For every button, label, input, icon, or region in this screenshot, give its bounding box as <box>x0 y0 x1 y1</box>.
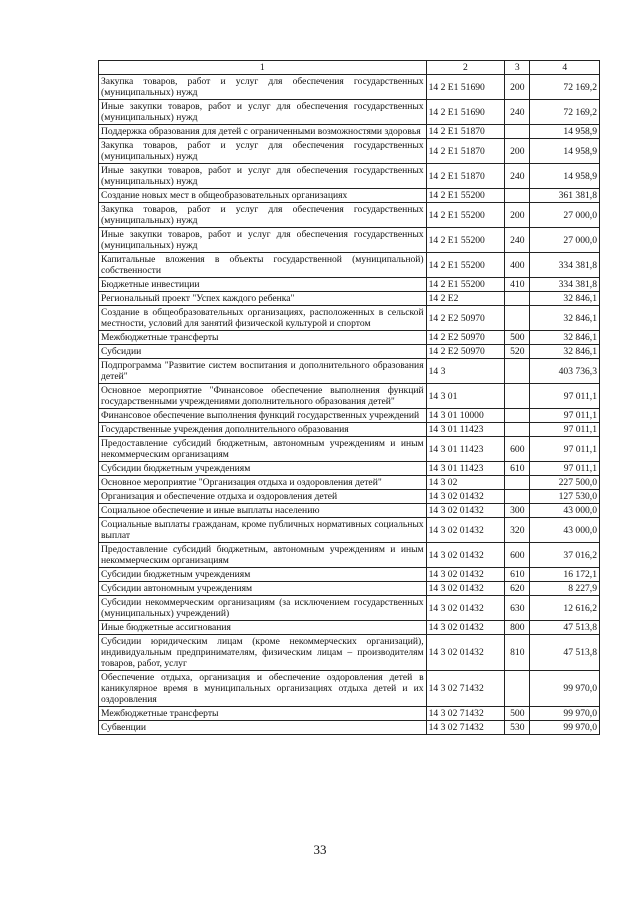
row-name: Межбюджетные трансферты <box>99 331 427 345</box>
row-amount: 72 169,2 <box>530 100 600 125</box>
row-type: 500 <box>505 331 530 345</box>
row-amount: 32 846,1 <box>530 331 600 345</box>
table-row <box>99 490 600 504</box>
row-name: Иные закупки товаров, работ и услуг для обеспечения государственных (муниципальных) нужд <box>99 164 427 189</box>
row-code: 14 3 01 10000 <box>426 409 505 423</box>
row-name: Социальные выплаты гражданам, кроме публичных нормативных социальных выплат <box>99 518 427 543</box>
row-type: 600 <box>505 543 530 568</box>
row-type: 240 <box>505 164 530 189</box>
row-code: 14 2 E1 51870 <box>426 164 505 189</box>
row-name: Основное мероприятие "Финансовое обеспечение выполнения функций государственными учреждениями дополнительного образования детей" <box>99 384 427 409</box>
row-type: 630 <box>505 596 530 621</box>
row-type <box>505 476 530 490</box>
row-amount: 72 169,2 <box>530 75 600 100</box>
table-row <box>99 100 600 125</box>
table-row <box>99 278 600 292</box>
row-amount: 97 011,1 <box>530 423 600 437</box>
row-code: 14 2 E2 50970 <box>426 345 505 359</box>
row-amount: 43 000,0 <box>530 504 600 518</box>
row-code: 14 3 02 01432 <box>426 490 505 504</box>
row-name: Иные закупки товаров, работ и услуг для обеспечения государственных (муниципальных) нужд <box>99 100 427 125</box>
header-col-4: 4 <box>530 61 600 75</box>
row-type: 240 <box>505 228 530 253</box>
row-name: Финансовое обеспечение выполнения функций государственных учреждений <box>99 409 427 423</box>
row-code: 14 3 02 <box>426 476 505 490</box>
row-code: 14 2 E2 50970 <box>426 331 505 345</box>
row-code: 14 2 E1 51870 <box>426 139 505 164</box>
row-code: 14 2 E1 55200 <box>426 253 505 278</box>
table-row <box>99 228 600 253</box>
row-name: Основное мероприятие "Организация отдыха и оздоровления детей" <box>99 476 427 490</box>
row-amount: 97 011,1 <box>530 409 600 423</box>
row-amount: 361 381,8 <box>530 189 600 203</box>
row-name: Субсидии юридическим лицам (кроме некоммерческих организаций), индивидуальным предпринимателям, физическим лицам – производителям товаров, работ, услуг <box>99 635 427 671</box>
row-name: Межбюджетные трансферты <box>99 707 427 721</box>
row-amount: 334 381,8 <box>530 253 600 278</box>
table-row <box>99 423 600 437</box>
row-code: 14 3 02 01432 <box>426 518 505 543</box>
table-row <box>99 203 600 228</box>
row-name: Закупка товаров, работ и услуг для обеспечения государственных (муниципальных) нужд <box>99 75 427 100</box>
row-code: 14 2 E1 51690 <box>426 75 505 100</box>
table-row <box>99 359 600 384</box>
row-type <box>505 359 530 384</box>
row-code: 14 2 E1 55200 <box>426 228 505 253</box>
row-amount: 43 000,0 <box>530 518 600 543</box>
row-name: Создание в общеобразовательных организациях, расположенных в сельской местности, условий для занятий физической культурой и спортом <box>99 306 427 331</box>
row-type: 530 <box>505 721 530 735</box>
row-type: 610 <box>505 568 530 582</box>
table-row <box>99 635 600 671</box>
row-type: 600 <box>505 437 530 462</box>
row-name: Региональный проект "Успех каждого ребенка" <box>99 292 427 306</box>
row-name: Подпрограмма "Развитие систем воспитания и дополнительного образования детей" <box>99 359 427 384</box>
row-amount: 32 846,1 <box>530 345 600 359</box>
row-code: 14 2 E1 55200 <box>426 278 505 292</box>
row-name: Иные закупки товаров, работ и услуг для обеспечения государственных (муниципальных) нужд <box>99 228 427 253</box>
row-type <box>505 306 530 331</box>
table-row <box>99 621 600 635</box>
table-row <box>99 164 600 189</box>
table-row <box>99 253 600 278</box>
row-name: Организация и обеспечение отдыха и оздоровления детей <box>99 490 427 504</box>
row-code: 14 2 E2 <box>426 292 505 306</box>
row-code: 14 3 02 01432 <box>426 621 505 635</box>
row-code: 14 2 E1 55200 <box>426 203 505 228</box>
row-amount: 227 500,0 <box>530 476 600 490</box>
row-type: 800 <box>505 621 530 635</box>
row-type <box>505 423 530 437</box>
row-code: 14 2 E2 50970 <box>426 306 505 331</box>
row-type: 200 <box>505 203 530 228</box>
row-name: Закупка товаров, работ и услуг для обеспечения государственных (муниципальных) нужд <box>99 203 427 228</box>
row-code: 14 3 02 01432 <box>426 635 505 671</box>
row-name: Субвенции <box>99 721 427 735</box>
row-name: Субсидии некоммерческим организациям (за исключением государственных (муниципальных) учреждений) <box>99 596 427 621</box>
table-row <box>99 671 600 707</box>
table-row <box>99 437 600 462</box>
row-type: 300 <box>505 504 530 518</box>
row-name: Предоставление субсидий бюджетным, автономным учреждениям и иным некоммерческим организациям <box>99 543 427 568</box>
row-amount: 99 970,0 <box>530 721 600 735</box>
row-code: 14 3 01 11423 <box>426 437 505 462</box>
row-code: 14 2 E1 51870 <box>426 125 505 139</box>
row-name: Иные бюджетные ассигнования <box>99 621 427 635</box>
row-amount: 32 846,1 <box>530 292 600 306</box>
row-amount: 99 970,0 <box>530 671 600 707</box>
table-row <box>99 596 600 621</box>
row-code: 14 3 01 <box>426 384 505 409</box>
row-type: 320 <box>505 518 530 543</box>
row-code: 14 3 02 71432 <box>426 721 505 735</box>
row-amount: 27 000,0 <box>530 203 600 228</box>
table-row <box>99 75 600 100</box>
row-code: 14 3 01 11423 <box>426 423 505 437</box>
row-code: 14 3 02 71432 <box>426 707 505 721</box>
row-amount: 403 736,3 <box>530 359 600 384</box>
row-type: 810 <box>505 635 530 671</box>
page-number: 33 <box>313 842 327 857</box>
table-row <box>99 384 600 409</box>
row-code: 14 2 E1 51690 <box>426 100 505 125</box>
row-type: 620 <box>505 582 530 596</box>
row-type <box>505 490 530 504</box>
row-type <box>505 671 530 707</box>
row-name: Субсидии <box>99 345 427 359</box>
row-type <box>505 292 530 306</box>
row-type: 500 <box>505 707 530 721</box>
table-row <box>99 721 600 735</box>
row-amount: 97 011,1 <box>530 437 600 462</box>
row-name: Поддержка образования для детей с ограниченными возможностями здоровья <box>99 125 427 139</box>
table-row <box>99 409 600 423</box>
row-amount: 47 513,8 <box>530 621 600 635</box>
row-amount: 334 381,8 <box>530 278 600 292</box>
table-row <box>99 568 600 582</box>
row-code: 14 3 02 01432 <box>426 596 505 621</box>
row-amount: 14 958,9 <box>530 164 600 189</box>
table-row <box>99 306 600 331</box>
row-amount: 12 616,2 <box>530 596 600 621</box>
table-row <box>99 543 600 568</box>
row-code: 14 3 <box>426 359 505 384</box>
table-row <box>99 582 600 596</box>
table-row <box>99 462 600 476</box>
row-name: Закупка товаров, работ и услуг для обеспечения государственных (муниципальных) нужд <box>99 139 427 164</box>
row-type <box>505 409 530 423</box>
row-code: 14 3 02 01432 <box>426 568 505 582</box>
row-amount: 99 970,0 <box>530 707 600 721</box>
header-col-2: 2 <box>426 61 505 75</box>
row-amount: 47 513,8 <box>530 635 600 671</box>
row-type: 240 <box>505 100 530 125</box>
row-amount: 37 016,2 <box>530 543 600 568</box>
row-type <box>505 125 530 139</box>
row-name: Государственные учреждения дополнительного образования <box>99 423 427 437</box>
table-row <box>99 504 600 518</box>
row-type: 200 <box>505 139 530 164</box>
table-row <box>99 707 600 721</box>
table-row <box>99 125 600 139</box>
table-row <box>99 345 600 359</box>
row-name: Субсидии бюджетным учреждениям <box>99 568 427 582</box>
row-code: 14 3 02 01432 <box>426 543 505 568</box>
row-type: 200 <box>505 75 530 100</box>
row-code: 14 3 02 01432 <box>426 582 505 596</box>
row-name: Обеспечение отдыха, организация и обеспечение оздоровления детей в каникулярное время в муниципальных организациях отдыха детей и их оздоровления <box>99 671 427 707</box>
row-name: Бюджетные инвестиции <box>99 278 427 292</box>
row-name: Субсидии автономным учреждениям <box>99 582 427 596</box>
row-type <box>505 384 530 409</box>
budget-table <box>98 60 600 735</box>
row-name: Социальное обеспечение и иные выплаты населению <box>99 504 427 518</box>
row-amount: 127 530,0 <box>530 490 600 504</box>
header-row <box>99 61 600 75</box>
row-type: 610 <box>505 462 530 476</box>
row-amount: 8 227,9 <box>530 582 600 596</box>
row-type: 520 <box>505 345 530 359</box>
table-row <box>99 139 600 164</box>
table-row <box>99 189 600 203</box>
row-code: 14 3 02 01432 <box>426 504 505 518</box>
row-code: 14 2 E1 55200 <box>426 189 505 203</box>
header-col-1: 1 <box>99 61 427 75</box>
table-row <box>99 292 600 306</box>
row-name: Создание новых мест в общеобразовательных организациях <box>99 189 427 203</box>
row-type: 410 <box>505 278 530 292</box>
row-code: 14 3 02 71432 <box>426 671 505 707</box>
row-name: Капитальные вложения в объекты государственной (муниципальной) собственности <box>99 253 427 278</box>
row-type <box>505 189 530 203</box>
row-amount: 16 172,1 <box>530 568 600 582</box>
row-code: 14 3 01 11423 <box>426 462 505 476</box>
table-row <box>99 518 600 543</box>
row-amount: 14 958,9 <box>530 139 600 164</box>
row-amount: 32 846,1 <box>530 306 600 331</box>
row-amount: 97 011,1 <box>530 384 600 409</box>
row-name: Субсидии бюджетным учреждениям <box>99 462 427 476</box>
table-row <box>99 331 600 345</box>
row-amount: 14 958,9 <box>530 125 600 139</box>
table-row <box>99 476 600 490</box>
row-type: 400 <box>505 253 530 278</box>
row-name: Предоставление субсидий бюджетным, автономным учреждениям и иным некоммерческим организациям <box>99 437 427 462</box>
row-amount: 27 000,0 <box>530 228 600 253</box>
row-amount: 97 011,1 <box>530 462 600 476</box>
header-col-3: 3 <box>505 61 530 75</box>
